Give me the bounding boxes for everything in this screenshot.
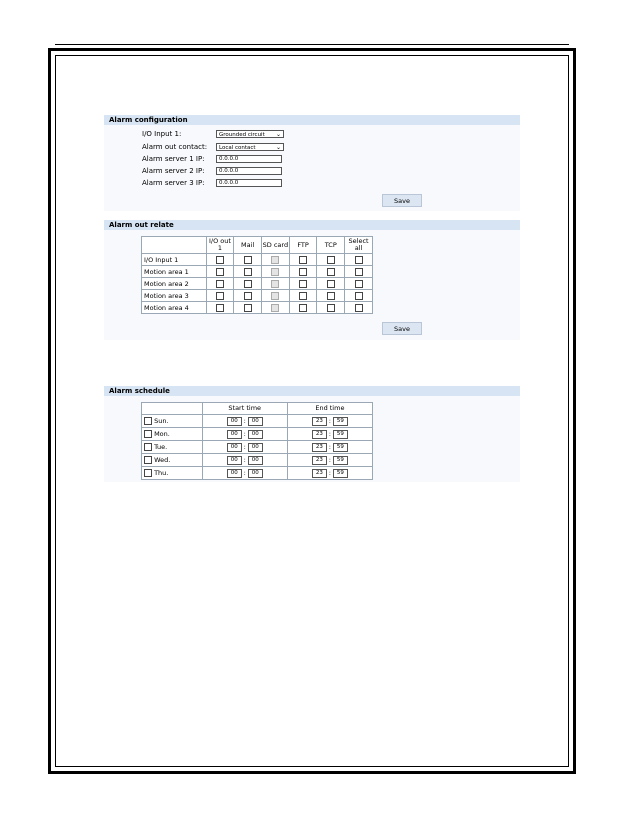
tcp-checkbox[interactable] bbox=[327, 304, 335, 312]
select-all-checkbox[interactable] bbox=[355, 268, 363, 276]
table-row bbox=[142, 454, 373, 467]
alarm-server-1-input[interactable]: 0.0.0.0 bbox=[216, 155, 282, 163]
alarm-server-1-label: Alarm server 1 IP: bbox=[142, 155, 205, 163]
alarm-config-title: Alarm configuration bbox=[104, 115, 520, 125]
table-row bbox=[142, 302, 373, 314]
alarm-out-table bbox=[141, 236, 373, 314]
mail-checkbox[interactable] bbox=[244, 292, 252, 300]
col-header: I/O out 1 bbox=[206, 237, 234, 254]
end-hour-input[interactable]: 23 bbox=[312, 456, 327, 465]
time-separator: : bbox=[328, 443, 331, 451]
day-checkbox[interactable] bbox=[144, 417, 152, 425]
start-hour-input[interactable]: 00 bbox=[227, 469, 242, 478]
alarm-server-2-label: Alarm server 2 IP: bbox=[142, 167, 205, 175]
tcp-checkbox[interactable] bbox=[327, 256, 335, 264]
chevron-down-icon: ⌄ bbox=[275, 144, 281, 151]
start-minute-input[interactable]: 00 bbox=[248, 469, 263, 478]
end-hour-input[interactable]: 23 bbox=[312, 430, 327, 439]
ftp-checkbox[interactable] bbox=[299, 256, 307, 264]
tcp-checkbox[interactable] bbox=[327, 268, 335, 276]
end-time-header: End time bbox=[287, 403, 372, 415]
top-rule bbox=[55, 44, 569, 45]
alarm-out-title: Alarm out relate bbox=[104, 220, 520, 230]
sd-card-checkbox bbox=[271, 256, 279, 264]
end-hour-input[interactable]: 23 bbox=[312, 469, 327, 478]
start-minute-input[interactable]: 00 bbox=[248, 443, 263, 452]
select-all-checkbox[interactable] bbox=[355, 280, 363, 288]
table-row bbox=[142, 415, 373, 428]
time-separator: : bbox=[243, 443, 246, 451]
start-hour-input[interactable]: 00 bbox=[227, 430, 242, 439]
table-row bbox=[142, 441, 373, 454]
alarm-out-save-button[interactable]: Save bbox=[382, 322, 422, 335]
alarm-schedule-title: Alarm schedule bbox=[104, 386, 520, 396]
row-label: Motion area 4 bbox=[142, 302, 207, 314]
end-hour-input[interactable]: 23 bbox=[312, 443, 327, 452]
table-row bbox=[142, 467, 373, 480]
start-hour-input[interactable]: 00 bbox=[227, 443, 242, 452]
alarm-server-2-input[interactable]: 0.0.0.0 bbox=[216, 167, 282, 175]
start-hour-input[interactable]: 00 bbox=[227, 456, 242, 465]
table-row bbox=[142, 278, 373, 290]
start-hour-input[interactable]: 00 bbox=[227, 417, 242, 426]
sd-card-checkbox bbox=[271, 268, 279, 276]
mail-checkbox[interactable] bbox=[244, 304, 252, 312]
ftp-checkbox[interactable] bbox=[299, 268, 307, 276]
day-label: Mon. bbox=[154, 430, 170, 438]
select-all-checkbox[interactable] bbox=[355, 292, 363, 300]
table-row bbox=[142, 254, 373, 266]
col-header: TCP bbox=[317, 237, 345, 254]
alarm-config-save-button[interactable]: Save bbox=[382, 194, 422, 207]
day-checkbox[interactable] bbox=[144, 469, 152, 477]
mail-checkbox[interactable] bbox=[244, 268, 252, 276]
alarm-server-3-input[interactable]: 0.0.0.0 bbox=[216, 179, 282, 187]
start-minute-input[interactable]: 00 bbox=[248, 456, 263, 465]
end-minute-input[interactable]: 59 bbox=[333, 469, 348, 478]
io-input-label: I/O Input 1: bbox=[142, 130, 182, 138]
time-separator: : bbox=[243, 456, 246, 464]
io-out-checkbox[interactable] bbox=[216, 280, 224, 288]
alarm-out-contact-value: Local contact bbox=[219, 145, 256, 151]
chevron-down-icon: ⌄ bbox=[275, 131, 281, 138]
time-separator: : bbox=[328, 417, 331, 425]
row-label: Motion area 2 bbox=[142, 278, 207, 290]
io-input-select[interactable] bbox=[216, 130, 284, 138]
time-separator: : bbox=[243, 469, 246, 477]
end-minute-input[interactable]: 59 bbox=[333, 456, 348, 465]
table-row bbox=[142, 290, 373, 302]
tcp-checkbox[interactable] bbox=[327, 280, 335, 288]
alarm-schedule-table bbox=[141, 402, 373, 480]
select-all-checkbox[interactable] bbox=[355, 256, 363, 264]
row-label: Motion area 1 bbox=[142, 266, 207, 278]
ftp-checkbox[interactable] bbox=[299, 304, 307, 312]
day-checkbox[interactable] bbox=[144, 456, 152, 464]
day-checkbox[interactable] bbox=[144, 443, 152, 451]
sd-card-checkbox bbox=[271, 280, 279, 288]
ftp-checkbox[interactable] bbox=[299, 292, 307, 300]
time-separator: : bbox=[243, 417, 246, 425]
day-label: Sun. bbox=[154, 417, 169, 425]
day-label: Tue. bbox=[154, 443, 168, 451]
start-time-header: Start time bbox=[202, 403, 287, 415]
io-input-value: Grounded circuit bbox=[219, 132, 265, 138]
col-header: Mail bbox=[234, 237, 262, 254]
end-minute-input[interactable]: 59 bbox=[333, 443, 348, 452]
col-header: SD card bbox=[262, 237, 290, 254]
time-separator: : bbox=[328, 456, 331, 464]
sd-card-checkbox bbox=[271, 292, 279, 300]
select-all-checkbox[interactable] bbox=[355, 304, 363, 312]
corner-cell bbox=[142, 237, 207, 254]
io-out-checkbox[interactable] bbox=[216, 304, 224, 312]
time-separator: : bbox=[328, 469, 331, 477]
tcp-checkbox[interactable] bbox=[327, 292, 335, 300]
table-row bbox=[142, 266, 373, 278]
time-separator: : bbox=[328, 430, 331, 438]
day-label: Thu. bbox=[154, 469, 169, 477]
alarm-out-contact-label: Alarm out contact: bbox=[142, 143, 208, 151]
alarm-out-contact-select[interactable] bbox=[216, 143, 284, 151]
corner-cell bbox=[142, 403, 203, 415]
start-minute-input[interactable]: 00 bbox=[248, 430, 263, 439]
io-out-checkbox[interactable] bbox=[216, 256, 224, 264]
day-label: Wed. bbox=[154, 456, 171, 464]
end-hour-input[interactable]: 23 bbox=[312, 417, 327, 426]
end-minute-input[interactable]: 59 bbox=[333, 417, 348, 426]
col-header: FTP bbox=[289, 237, 317, 254]
ftp-checkbox[interactable] bbox=[299, 280, 307, 288]
row-label: I/O Input 1 bbox=[142, 254, 207, 266]
io-out-checkbox[interactable] bbox=[216, 268, 224, 276]
mail-checkbox[interactable] bbox=[244, 280, 252, 288]
row-label: Motion area 3 bbox=[142, 290, 207, 302]
table-row bbox=[142, 428, 373, 441]
day-checkbox[interactable] bbox=[144, 430, 152, 438]
time-separator: : bbox=[243, 430, 246, 438]
alarm-server-3-label: Alarm server 3 IP: bbox=[142, 179, 205, 187]
mail-checkbox[interactable] bbox=[244, 256, 252, 264]
sd-card-checkbox bbox=[271, 304, 279, 312]
col-header: Select all bbox=[345, 237, 373, 254]
start-minute-input[interactable]: 00 bbox=[248, 417, 263, 426]
end-minute-input[interactable]: 59 bbox=[333, 430, 348, 439]
io-out-checkbox[interactable] bbox=[216, 292, 224, 300]
